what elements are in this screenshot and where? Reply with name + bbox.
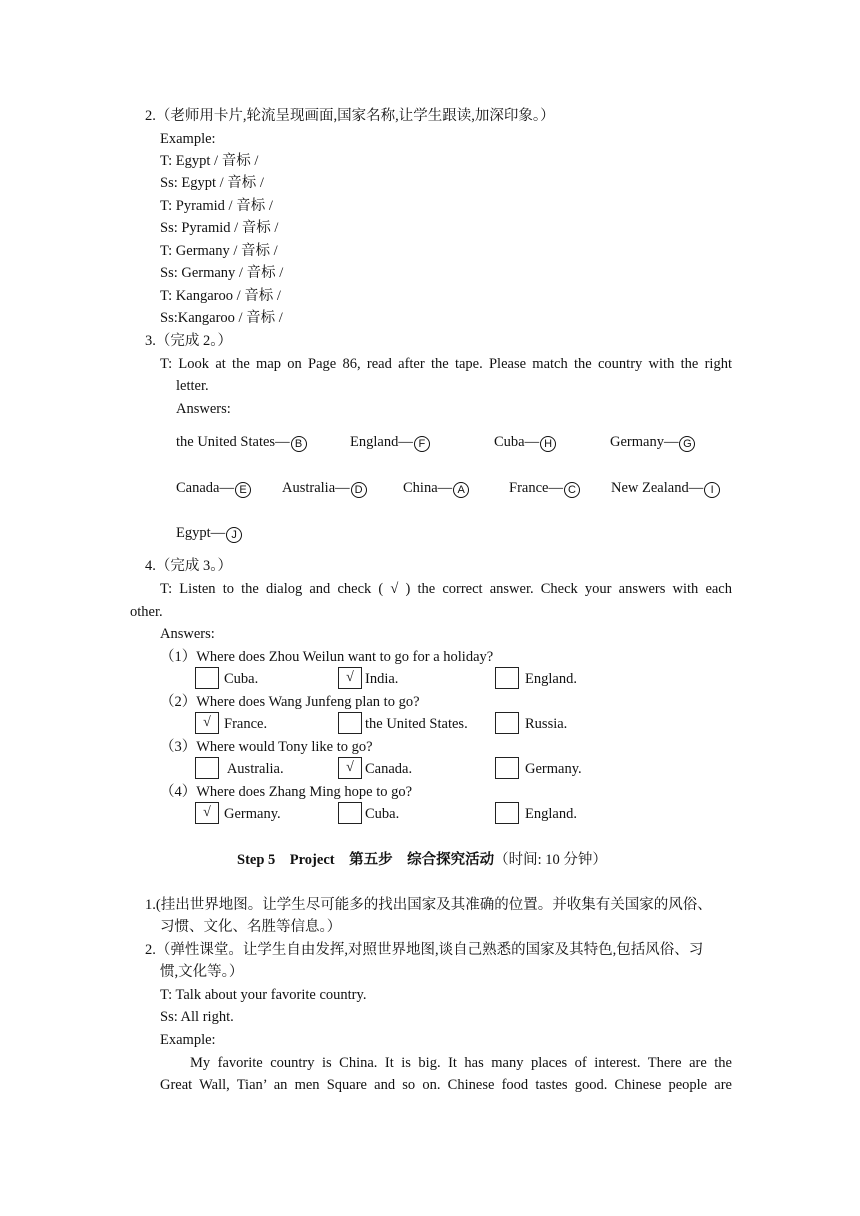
- dialog-line: T: Pyramid / 音标 /: [160, 198, 273, 214]
- option-label: India.: [365, 671, 399, 687]
- answer-letter: I: [704, 482, 720, 498]
- answer-letter: B: [291, 436, 307, 452]
- option-label: England.: [525, 806, 577, 822]
- option-label: Germany.: [525, 761, 582, 777]
- match-item: Canada— E: [176, 479, 251, 498]
- section3-heading: 3.（完成 2。）: [145, 333, 232, 349]
- example-paragraph: My favorite country is China. It is big. It has many places of interest. There are the: [190, 1055, 732, 1071]
- match-item: Germany— G: [610, 433, 695, 452]
- option-label: Cuba.: [224, 671, 259, 687]
- dialog-line: Ss: Germany / 音标 /: [160, 265, 284, 281]
- dialog-line: T: Germany / 音标 /: [160, 243, 278, 259]
- option-label: Canada.: [365, 761, 413, 777]
- section2-example-label: Example:: [160, 131, 216, 147]
- dialog-line: Ss:Kangaroo / 音标 /: [160, 310, 283, 326]
- match-item: Cuba— H: [494, 433, 556, 452]
- step5-title: Step 5 Project 第五步 综合探究活动（时间: 10 分钟）: [237, 852, 607, 868]
- option-label: Cuba.: [365, 806, 400, 822]
- answer-checkbox[interactable]: √: [338, 667, 362, 689]
- option-label: Germany.: [224, 806, 281, 822]
- students-line: Ss: All right.: [160, 1009, 234, 1025]
- match-item: England— F: [350, 433, 430, 452]
- answer-letter: D: [351, 482, 367, 498]
- step5-item2-cont: 惯,文化等。）: [160, 964, 244, 980]
- section4-instruction: T: Listen to the dialog and check ( √ ) the correct answer. Check your answers with each: [160, 581, 732, 597]
- step5-item1-cont: 习惯、文化、名胜等信息。）: [160, 919, 342, 935]
- option-label: the United States.: [365, 716, 468, 732]
- question-text: （1）Where does Zhou Weilun want to go for a holiday?: [160, 649, 494, 665]
- section3-instruction: T: Look at the map on Page 86, read after the tape. Please match the country with the right: [160, 356, 732, 372]
- answer-checkbox[interactable]: [495, 712, 519, 734]
- section3-instruction-cont: letter.: [176, 378, 209, 394]
- answer-letter: E: [235, 482, 251, 498]
- dialog-line: T: Kangaroo / 音标 /: [160, 288, 281, 304]
- dialog-line: Ss: Pyramid / 音标 /: [160, 220, 279, 236]
- question-text: （3）Where would Tony like to go?: [160, 739, 373, 755]
- dialog-line: T: Egypt / 音标 /: [160, 153, 259, 169]
- option-label: France.: [224, 716, 268, 732]
- match-item: France— C: [509, 479, 580, 498]
- answer-letter: A: [453, 482, 469, 498]
- match-item: Egypt— J: [176, 524, 242, 543]
- step5-item2: 2.（弹性课堂。让学生自由发挥,对照世界地图,谈自己熟悉的国家及其特色,包括风俗、习: [145, 942, 704, 958]
- match-item: Australia— D: [282, 479, 367, 498]
- step5-item1: 1.(挂出世界地图。让学生尽可能多的找出国家及其准确的位置。并收集有关国家的风俗、: [145, 897, 712, 913]
- teacher-line: T: Talk about your favorite country.: [160, 987, 367, 1003]
- answer-checkbox[interactable]: [195, 757, 219, 779]
- answer-checkbox[interactable]: [338, 712, 362, 734]
- answer-checkbox[interactable]: [495, 757, 519, 779]
- answer-checkbox[interactable]: [195, 667, 219, 689]
- example-paragraph-cont: Great Wall, Tian’ an men Square and so on. Chinese food tastes good. Chinese people are: [160, 1077, 732, 1093]
- answer-checkbox[interactable]: [495, 802, 519, 824]
- dialog-line: Ss: Egypt / 音标 /: [160, 175, 264, 191]
- section4-heading: 4.（完成 3。）: [145, 558, 232, 574]
- answer-letter: C: [564, 482, 580, 498]
- section3-answers-label: Answers:: [176, 401, 231, 417]
- section2-heading: 2.（老师用卡片,轮流呈现画面,国家名称,让学生跟读,加深印象。）: [145, 108, 555, 124]
- option-label: England.: [525, 671, 577, 687]
- step5-example-label: Example:: [160, 1032, 216, 1048]
- match-item: New Zealand— I: [611, 479, 720, 498]
- answer-letter: G: [679, 436, 695, 452]
- question-text: （4）Where does Zhang Ming hope to go?: [160, 784, 413, 800]
- answer-checkbox[interactable]: √: [195, 712, 219, 734]
- section4-answers-label: Answers:: [160, 626, 215, 642]
- match-item: the United States— B: [176, 433, 307, 452]
- answer-checkbox[interactable]: [495, 667, 519, 689]
- answer-checkbox[interactable]: √: [195, 802, 219, 824]
- match-item: China— A: [403, 479, 469, 498]
- answer-letter: J: [226, 527, 242, 543]
- answer-letter: H: [540, 436, 556, 452]
- answer-checkbox[interactable]: √: [338, 757, 362, 779]
- answer-letter: F: [414, 436, 430, 452]
- section4-instruction-cont: other.: [130, 604, 163, 620]
- option-label: Australia.: [224, 761, 284, 777]
- option-label: Russia.: [525, 716, 568, 732]
- question-text: （2）Where does Wang Junfeng plan to go?: [160, 694, 420, 710]
- answer-checkbox[interactable]: [338, 802, 362, 824]
